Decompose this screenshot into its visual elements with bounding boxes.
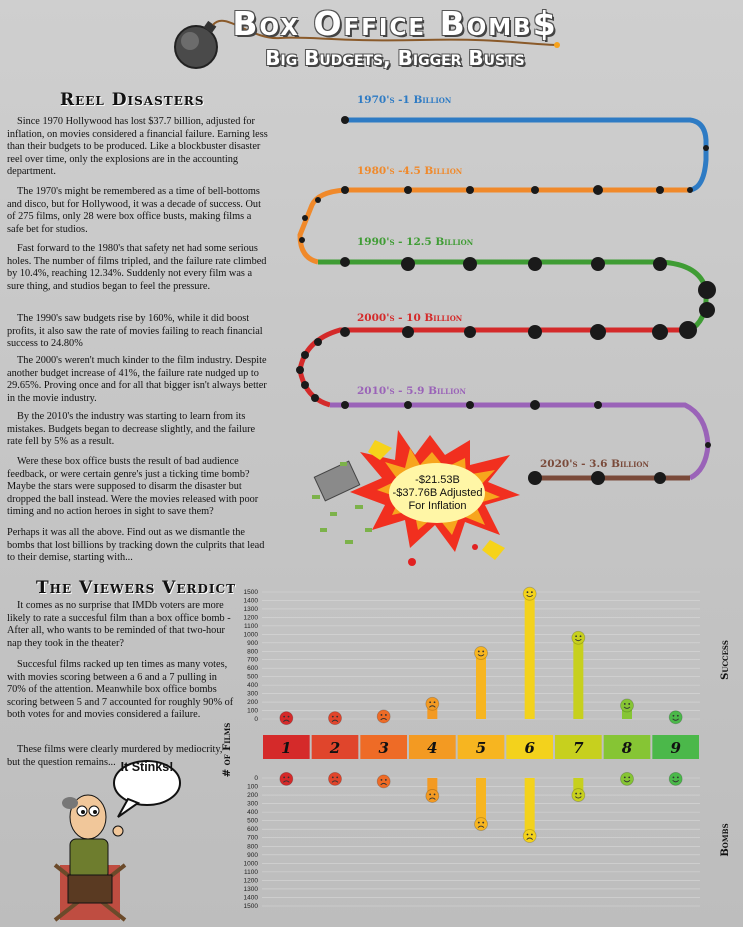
- y-tick-label: 100: [247, 707, 258, 715]
- verdict-paragraph: These films were clearly murdered by mediocrity, but the question remains...: [7, 744, 223, 768]
- rating-label: 2: [329, 739, 341, 757]
- face-eye: [332, 716, 334, 718]
- bombs-label: Bombs: [720, 823, 731, 857]
- face-eye: [575, 793, 577, 795]
- era-label-1980s: 1980's -4.5 Billion: [357, 165, 463, 177]
- y-tick-label: 1500: [243, 903, 258, 910]
- rating-label: 6: [524, 739, 535, 757]
- face-eye: [624, 776, 626, 778]
- reel-paragraph: The 1990's saw budgets rise by 160%, while it did boost profits, it also saw the rate of movies failing to reach financial success to 24.80%: [7, 313, 263, 350]
- y-tick-label: 1200: [243, 614, 258, 622]
- reel-paragraph: The 1970's might be remembered as a time of bell-bottoms and disco, but for Hollywood, it was a decade of success. Out of 275 films, only 28 were box office busts, making films a safe bet for studios.: [7, 186, 261, 235]
- y-tick-label: 900: [247, 851, 258, 859]
- y-tick-label: 1400: [243, 894, 258, 902]
- rating-face-icon: [475, 646, 488, 659]
- face-eye: [531, 834, 533, 836]
- face-eye: [673, 776, 675, 778]
- face-eye: [429, 794, 431, 796]
- face-eye: [628, 776, 630, 778]
- face-eye: [381, 714, 383, 716]
- y-tick-label: 800: [247, 843, 258, 851]
- era-label-2000s: 2000's - 10 Billion: [357, 312, 463, 324]
- success-bar: [476, 653, 486, 719]
- face-eye: [336, 776, 338, 778]
- rating-face-icon: [329, 712, 342, 725]
- success-bar: [525, 594, 535, 719]
- face-eye: [482, 822, 484, 824]
- success-label: Success: [720, 640, 731, 680]
- y-tick-label: 400: [247, 682, 258, 690]
- chart-ylabel: # of Films: [222, 722, 233, 778]
- era-label-1990s: 1990's - 12.5 Billion: [357, 236, 474, 248]
- face-eye: [434, 794, 436, 796]
- y-tick-label: 1300: [243, 605, 258, 613]
- y-tick-label: 100: [247, 783, 258, 791]
- y-tick-label: 400: [247, 809, 258, 817]
- rating-face-icon: [280, 772, 293, 785]
- rating-face-icon: [426, 789, 439, 802]
- rating-face-icon: [621, 772, 634, 785]
- reel-paragraph: Fast forward to the 1980's that safety net had some serious holes. The number of films tripled, and the failure rate climbed by 10.4%, reaching 12.34%. Suddenly not every film was a sure thing, and studios began to feel the pressure.: [7, 243, 267, 292]
- y-tick-label: 1200: [243, 877, 258, 885]
- y-tick-label: 300: [247, 800, 258, 808]
- face-eye: [482, 651, 484, 653]
- face-eye: [531, 591, 533, 593]
- y-tick-label: 1400: [243, 597, 258, 605]
- face-eye: [527, 834, 529, 836]
- rating-label: 9: [670, 739, 681, 757]
- rating-face-icon: [523, 830, 536, 843]
- y-tick-label: 200: [247, 699, 258, 707]
- y-tick-label: 1100: [244, 622, 258, 630]
- page-title: Box Office Bomb$: [232, 4, 558, 43]
- y-tick-label: 1000: [243, 860, 258, 868]
- bomb-bar: [525, 778, 535, 836]
- era-label-2020s: 2020's - 3.6 Billion: [540, 458, 649, 470]
- rating-face-icon: [669, 711, 682, 724]
- face-eye: [283, 776, 285, 778]
- rating-face-icon: [523, 587, 536, 600]
- rating-face-icon: [280, 712, 293, 725]
- face-eye: [580, 635, 582, 637]
- rating-face-icon: [669, 772, 682, 785]
- face-eye: [288, 776, 290, 778]
- face-eye: [336, 716, 338, 718]
- rating-face-icon: [621, 699, 634, 712]
- rating-face-icon: [377, 710, 390, 723]
- era-label-1970s: 1970's -1 Billion: [357, 94, 452, 106]
- y-tick-label: 700: [247, 834, 258, 842]
- face-eye: [628, 703, 630, 705]
- reel-heading: Reel Disasters: [60, 90, 205, 110]
- y-tick-label: 0: [254, 775, 258, 782]
- face-eye: [381, 779, 383, 781]
- y-tick-label: 200: [247, 792, 258, 800]
- era-label-2010s: 2010's - 5.9 Billion: [357, 385, 466, 397]
- rating-face-icon: [377, 775, 390, 788]
- reel-paragraph: The 2000's weren't much kinder to the film industry. Despite another budget increase of 41%, the failure rate nudged up to 29.65%. Proving once and for all that bigger isn't always better in the movie industry.: [7, 355, 267, 404]
- face-eye: [677, 776, 679, 778]
- reel-paragraph: Were these box office busts the result of bad audience feedback, or were certain genre's just a ticking time bomb? Maybe the stars were supposed to disarm the disaster but dropped the ball instead. Were the movies released with poor timing and no action heroes in sight to save them?: [7, 456, 259, 518]
- rating-label: 7: [573, 739, 584, 757]
- reel-paragraph: By the 2010's the industry was starting to learn from its mistakes. Budgets began to decrease slightly, and the failure rate fell by 5% as a result.: [7, 411, 256, 448]
- face-eye: [580, 793, 582, 795]
- rating-label: 5: [475, 739, 487, 757]
- face-eye: [288, 716, 290, 718]
- face-eye: [673, 715, 675, 717]
- verdict-heading: The Viewers Verdict: [36, 578, 236, 598]
- face-eye: [624, 703, 626, 705]
- y-tick-label: 1000: [243, 631, 258, 639]
- total-adjusted-note: For Inflation: [408, 500, 467, 512]
- rating-label: 4: [427, 739, 438, 757]
- y-tick-label: 1100: [244, 868, 258, 876]
- y-tick-label: 1500: [243, 589, 258, 596]
- total-nominal: -$21.53B: [415, 474, 460, 486]
- y-tick-label: 600: [247, 826, 258, 834]
- reel-paragraph: Since 1970 Hollywood has lost $37.7 billion, adjusted for inflation, on movies considered a financial failure. Earning less than their budgets to be produced. Like a blockbuster disaster reel over time, only the explosions are in the accounting department.: [7, 116, 268, 178]
- face-eye: [575, 635, 577, 637]
- rating-label: 3: [378, 739, 389, 757]
- rating-label: 1: [281, 739, 292, 757]
- y-tick-label: 800: [247, 648, 258, 656]
- y-tick-label: 0: [254, 716, 258, 723]
- y-tick-label: 700: [247, 656, 258, 664]
- reel-paragraph: Perhaps it was all the above. Find out as we dismantle the bombs that lost billions by tracking down the culprits that lead to their demise, starting with...: [7, 527, 265, 564]
- face-eye: [434, 701, 436, 703]
- face-eye: [385, 779, 387, 781]
- verdict-paragraph: Succesful films racked up ten times as many votes, with movies scoring between a 6 and a 7 pulling in 70% of the attention. Meanwhile box office bombs scoring between 5 and 7 accounted for roughly 90% of both votes for and movies considered a failure.: [7, 659, 234, 721]
- rating-face-icon: [475, 818, 488, 831]
- rating-label: 8: [621, 739, 633, 757]
- rating-face-icon: [572, 789, 585, 802]
- face-eye: [478, 822, 480, 824]
- verdict-paragraph: It comes as no surprise that IMDb voters are more likely to rate a succesful film than a box office bomb - After all, who wants to be reminded of that two-hour nap they took in the theater?: [7, 600, 231, 649]
- rating-face-icon: [329, 772, 342, 785]
- y-tick-label: 900: [247, 639, 258, 647]
- face-eye: [478, 651, 480, 653]
- y-tick-label: 300: [247, 690, 258, 698]
- success-bar: [573, 638, 583, 719]
- y-tick-label: 1300: [243, 885, 258, 893]
- face-eye: [677, 715, 679, 717]
- face-eye: [385, 714, 387, 716]
- y-tick-label: 500: [247, 673, 258, 681]
- page-subtitle: Big Budgets, Bigger Busts: [265, 46, 525, 70]
- face-eye: [527, 591, 529, 593]
- y-tick-label: 500: [247, 817, 258, 825]
- face-eye: [332, 776, 334, 778]
- speech-bubble-text: It Stinks!: [120, 760, 174, 774]
- y-tick-label: 600: [247, 665, 258, 673]
- bomb-bar: [476, 778, 486, 824]
- face-eye: [429, 701, 431, 703]
- face-eye: [283, 716, 285, 718]
- total-adjusted: -$37.76B Adjusted: [392, 487, 483, 499]
- rating-face-icon: [572, 631, 585, 644]
- rating-face-icon: [426, 697, 439, 710]
